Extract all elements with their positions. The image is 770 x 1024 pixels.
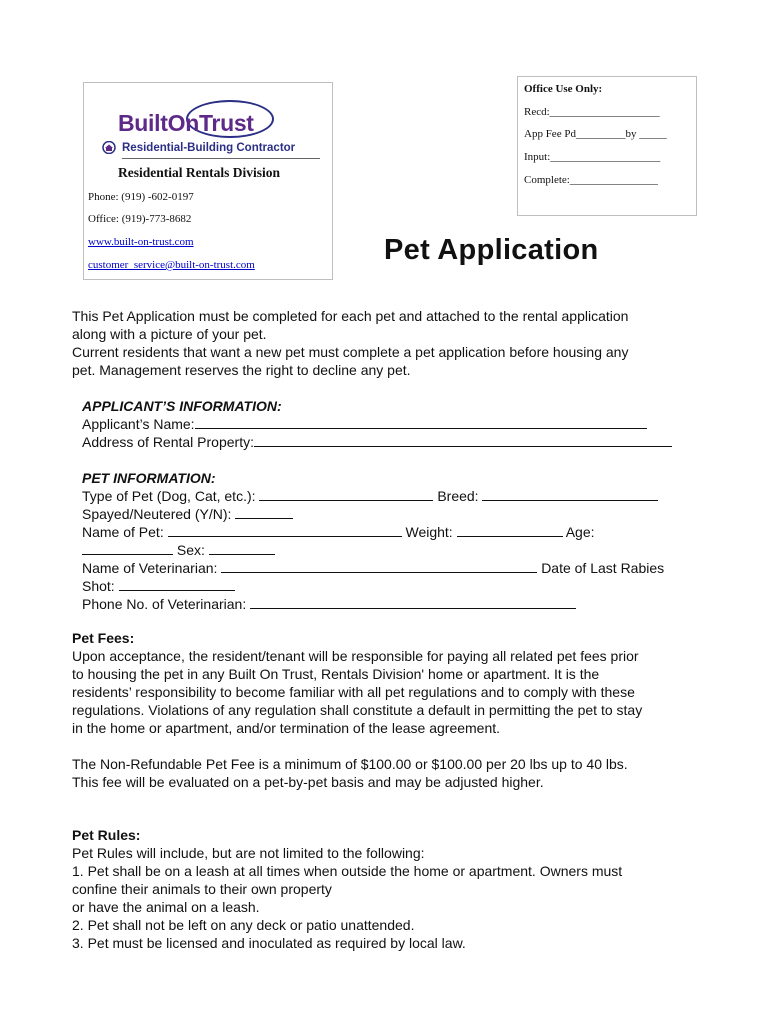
rules-line: 2. Pet shall not be left on any deck or patio unattended. [72, 917, 415, 933]
spayed-row [82, 505, 293, 523]
age-sex-row [82, 541, 275, 559]
office-recd-field: Recd:____________________ [524, 106, 660, 118]
phone-number: Phone: (919) -602-0197 [88, 191, 194, 203]
weight-field[interactable] [457, 523, 563, 537]
pet-type-label: Type of Pet (Dog, Cat, etc.): [82, 488, 256, 504]
logo-wordmark: BuiltOnTrust [118, 110, 254, 136]
vet-phone-label: Phone No. of Veterinarian: [82, 596, 247, 612]
breed-label: Breed: [437, 488, 479, 504]
fee-amount-line: The Non-Refundable Pet Fee is a minimum of $100.00 or $100.00 per 20 lbs up to 40 lbs. [72, 756, 628, 772]
intro-line: This Pet Application must be completed for each pet and attached to the rental application [72, 308, 629, 324]
applicant-name-row [82, 415, 647, 433]
spayed-label: Spayed/Neutered (Y/N): [82, 506, 232, 522]
office-app-fee-field: App Fee Pd_________by _____ [524, 128, 667, 140]
sex-field[interactable] [209, 541, 275, 555]
rules-heading: Pet Rules: [72, 827, 141, 843]
pet-name-row [82, 523, 595, 541]
pet-name-field[interactable] [168, 523, 402, 537]
fees-heading: Pet Fees: [72, 630, 135, 646]
office-use-title: Office Use Only: [524, 83, 603, 95]
vet-name-label: Name of Veterinarian: [82, 560, 218, 576]
rabies-date-field[interactable] [119, 577, 235, 591]
rules-line: Pet Rules will include, but are not limited to the following: [72, 845, 425, 861]
rules-line: 3. Pet must be licensed and inoculated as required by local law. [72, 935, 466, 951]
rabies-label: Date of Last Rabies [541, 560, 665, 576]
pet-type-field[interactable] [259, 487, 433, 501]
website-link[interactable]: www.built-on-trust.com [88, 236, 194, 248]
fees-line: to housing the pet in any Built On Trust, Rentals Division' home or apartment. It is the [72, 666, 600, 682]
fees-line: Upon acceptance, the resident/tenant will be responsible for paying all related pet fees prior [72, 648, 639, 664]
sex-label: Sex: [176, 542, 205, 558]
weight-label: Weight: [405, 524, 453, 540]
logo-divider [122, 158, 320, 159]
office-number: Office: (919)-773-8682 [88, 213, 192, 225]
fee-amount-line: This fee will be evaluated on a pet-by-pet basis and may be adjusted higher. [72, 774, 544, 790]
intro-line: Current residents that want a new pet must complete a pet application before housing any [72, 344, 629, 360]
fees-line: regulations. Violations of any regulation shall constitute a default in permitting the pet to stay [72, 702, 643, 718]
company-logo [98, 96, 320, 166]
pet-name-label: Name of Pet: [82, 524, 164, 540]
pet-type-row [82, 487, 658, 505]
rabies-row [82, 577, 235, 595]
vet-name-row [82, 559, 664, 577]
house-icon [102, 141, 116, 154]
applicant-name-label: Applicant’s Name: [82, 416, 195, 432]
age-label: Age: [565, 524, 595, 540]
rental-address-label: Address of Rental Property: [82, 434, 254, 450]
pet-info-heading: PET INFORMATION: [82, 470, 216, 486]
applicant-name-field[interactable] [195, 415, 647, 429]
fees-line: in the home or apartment, and/or termination of the lease agreement. [72, 720, 501, 736]
rules-line: or have the animal on a leash. [72, 899, 260, 915]
intro-line: pet. Management reserves the right to decline any pet. [72, 362, 411, 378]
age-field[interactable] [82, 541, 173, 555]
rental-address-row [82, 433, 672, 451]
vet-name-field[interactable] [221, 559, 537, 573]
office-use-box [517, 76, 697, 216]
rules-line: 1. Pet shall be on a leash at all times when outside the home or apartment. Owners must [72, 863, 623, 879]
logo-tagline: Residential-Building Contractor [122, 142, 296, 154]
fees-line: residents’ responsibility to become familiar with all pet regulations and to comply with these [72, 684, 635, 700]
spayed-field[interactable] [235, 505, 293, 519]
email-link[interactable]: customer_service@built-on-trust.com [88, 259, 255, 271]
applicant-heading: APPLICANT’S INFORMATION: [82, 398, 282, 414]
page-title: Pet Application [384, 234, 599, 266]
vet-phone-row [82, 595, 576, 613]
vet-phone-field[interactable] [250, 595, 576, 609]
office-input-field: Input:____________________ [524, 151, 661, 163]
intro-line: along with a picture of your pet. [72, 326, 267, 342]
rabies-shot-label: Shot: [82, 578, 115, 594]
division-name: Residential Rentals Division [118, 165, 281, 180]
rules-line: confine their animals to their own property [72, 881, 332, 897]
rental-address-field[interactable] [254, 433, 672, 447]
breed-field[interactable] [482, 487, 658, 501]
office-complete-field: Complete:________________ [524, 174, 658, 186]
